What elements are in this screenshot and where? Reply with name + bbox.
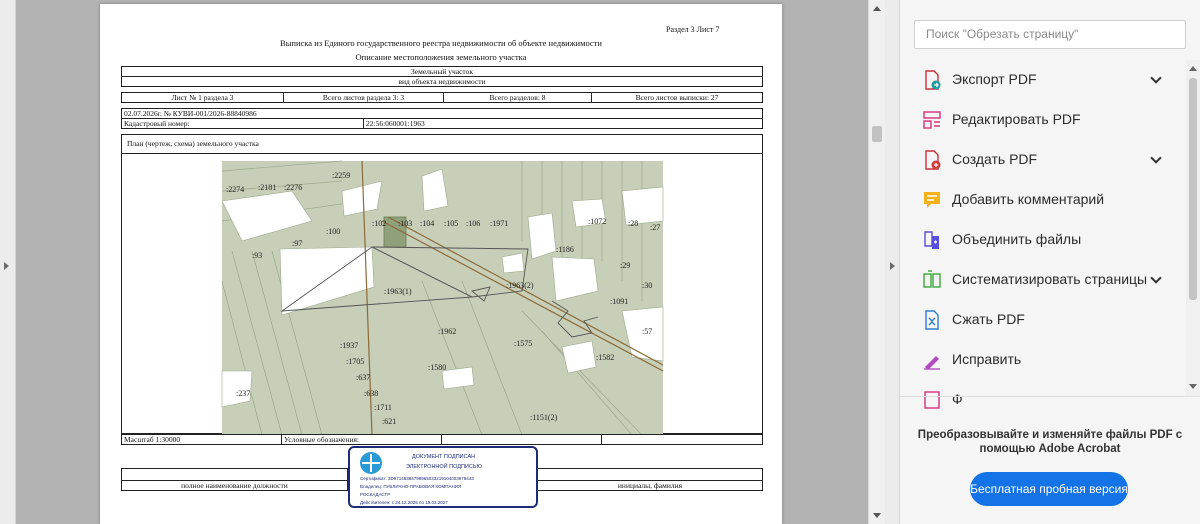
tool-label: Редактировать PDF — [952, 111, 1081, 127]
tool-label: Исправить — [952, 351, 1022, 367]
tool-add-comment[interactable] — [900, 180, 1186, 220]
map-label: :104 — [420, 219, 435, 228]
export-pdf-icon — [922, 70, 942, 90]
map-label: :638 — [364, 389, 379, 398]
tool-create-pdf[interactable] — [900, 140, 1186, 180]
combine-files-icon — [922, 230, 942, 250]
map-label: :1582 — [596, 353, 615, 362]
more-tool-icon — [922, 390, 942, 410]
tool-label: Экспорт PDF — [952, 71, 1037, 87]
map-label: :1580 — [428, 363, 447, 372]
object-type-caption: вид объекта недвижимости — [122, 77, 763, 87]
map-label: :57 — [642, 327, 653, 336]
tool-label: Систематизировать страницы — [952, 271, 1148, 287]
tool-export-pdf[interactable] — [900, 60, 1186, 100]
stamp-valid: Действителен: с 24.12.2025 по 19.03.2027 — [360, 500, 448, 505]
map-label: :621 — [382, 417, 397, 426]
map-label: :100 — [326, 227, 341, 236]
chevron-down-icon[interactable] — [1150, 72, 1161, 83]
edit-pdf-icon — [922, 110, 942, 130]
tool-compress-pdf[interactable] — [900, 300, 1186, 340]
fill-sign-icon — [922, 350, 942, 370]
tool-label: Ф — [952, 391, 963, 407]
map-label: :93 — [252, 251, 263, 260]
map-label: :28 — [628, 219, 639, 228]
scroll-up-icon[interactable] — [1189, 66, 1197, 71]
name-label: инициалы, фамилия — [538, 481, 763, 491]
create-pdf-icon — [922, 150, 942, 170]
sheet-info-table — [121, 92, 763, 103]
document-title: Выписка из Единого государственного реестра недвижимости об объекте недвижимости — [280, 38, 602, 48]
map-label: :1971 — [490, 219, 509, 228]
cadastral-label: Кадастровый номер: — [122, 119, 364, 129]
map-label: :1186 — [556, 245, 574, 254]
stamp-owner-2: РОСКАДАСТР — [360, 492, 391, 497]
collapse-right-icon — [890, 262, 895, 270]
map-label: :102 — [372, 219, 387, 228]
document-scrollbar[interactable] — [868, 0, 885, 524]
cadastral-table — [121, 108, 763, 129]
tool-more[interactable] — [900, 380, 1186, 420]
map-label: :29 — [620, 261, 631, 270]
tool-combine-files[interactable] — [900, 220, 1186, 260]
chevron-down-icon[interactable] — [1150, 272, 1161, 283]
map-label: :1937 — [340, 341, 359, 350]
map-label: :27 — [650, 223, 661, 232]
tool-organize-pages[interactable] — [900, 260, 1186, 300]
map-label: :1151(2) — [530, 413, 558, 422]
stamp-cert: Сертификат: 3D97148384799965033219104003978443 — [360, 476, 474, 481]
map-label: :1705 — [346, 357, 365, 366]
scroll-thumb[interactable] — [1189, 78, 1197, 300]
map-label: :97 — [292, 239, 303, 248]
pdf-page — [100, 4, 782, 524]
tool-label: Объединить файлы — [952, 231, 1082, 247]
map-label: :2181 — [258, 183, 277, 192]
doc-number: 02.07.2026г. № КУВИ-001/2026-88840986 — [122, 109, 763, 119]
map-label: :106 — [466, 219, 481, 228]
tool-label: Сжать PDF — [952, 311, 1025, 327]
scroll-up-icon[interactable] — [873, 6, 881, 11]
e-signature-stamp — [348, 446, 538, 508]
stamp-logo-icon — [360, 452, 382, 474]
map-label: :1575 — [514, 339, 533, 348]
left-panel-toggle[interactable] — [0, 0, 16, 524]
sheet-info-cell: Всего листов выписки: 27 — [592, 93, 763, 103]
expand-left-icon — [4, 262, 9, 270]
scale-legend-table — [121, 434, 763, 445]
stamp-line: ДОКУМЕНТ ПОДПИСАН — [412, 454, 476, 460]
organize-pages-icon — [922, 270, 942, 290]
map-graphics — [222, 161, 663, 435]
plan-box — [121, 134, 763, 434]
promo-text: Преобразовывайте и изменяйте файлы PDF с помощью Adobe Acrobat — [917, 429, 1183, 455]
tool-label: Добавить комментарий — [952, 191, 1105, 207]
map-label: :1962 — [438, 327, 457, 336]
tool-list — [900, 60, 1186, 407]
tool-label: Создать PDF — [952, 151, 1038, 167]
scroll-down-icon[interactable] — [1189, 384, 1197, 389]
map-label: :30 — [642, 281, 653, 290]
tool-edit-pdf[interactable] — [900, 100, 1186, 140]
map-label: :237 — [236, 389, 251, 398]
tool-search-input[interactable]: Поиск "Обрезать страницу" — [914, 20, 1186, 49]
stamp-line: ЭЛЕКТРОННОЙ ПОДПИСЬЮ — [406, 464, 483, 470]
document-viewport[interactable] — [16, 0, 868, 524]
map-label: :2259 — [332, 171, 351, 180]
map-label: :2276 — [284, 183, 303, 192]
map-label: :637 — [356, 373, 371, 382]
compress-pdf-icon — [922, 310, 942, 330]
cadastral-value: 22:56:060001:1963 — [364, 119, 763, 129]
section-sheet: Раздел 3 Лист 7 — [666, 25, 720, 34]
document-subtitle: Описание местоположения земельного участка — [355, 52, 527, 62]
tools-panel — [900, 0, 1200, 524]
tool-fix[interactable] — [900, 340, 1186, 380]
free-trial-button[interactable]: Бесплатная пробная версия — [970, 472, 1128, 506]
cadastral-map — [222, 161, 663, 435]
map-scale: Масштаб 1:30000 — [122, 435, 282, 445]
map-label: :1963(1) — [384, 287, 412, 296]
object-type-table — [121, 66, 763, 87]
right-panel-toggle[interactable] — [885, 0, 900, 524]
map-label: :1711 — [374, 403, 392, 412]
position-label: полное наименование должности — [122, 481, 348, 491]
panel-scrollbar[interactable] — [1186, 60, 1200, 396]
object-type: Земельный участок — [122, 67, 763, 77]
sheet-info-cell: Всего разделов: 8 — [444, 93, 592, 103]
plan-caption: План (чертеж, схема) земельного участка — [127, 139, 259, 148]
plan-divider — [122, 153, 762, 154]
map-label: :1072 — [588, 217, 607, 226]
map-label: :1963(2) — [506, 281, 534, 290]
sheet-info-cell: Лист № 1 раздела 3 — [122, 93, 284, 103]
map-label: :1091 — [610, 297, 629, 306]
promo-divider — [900, 396, 1200, 397]
scroll-thumb[interactable] — [872, 126, 882, 142]
map-label: :2274 — [226, 185, 245, 194]
scroll-down-icon[interactable] — [873, 513, 881, 518]
map-label: :105 — [444, 219, 459, 228]
comment-icon — [922, 190, 942, 210]
stamp-owner: Владелец: ПУБЛИЧНО-ПРАВОВАЯ КОМПАНИЯ — [360, 484, 462, 489]
chevron-down-icon[interactable] — [1150, 152, 1161, 163]
map-label: :103 — [398, 219, 413, 228]
legend-label: Условные обозначения: — [282, 435, 442, 445]
sheet-info-cell: Всего листов раздела 3: 3 — [284, 93, 444, 103]
